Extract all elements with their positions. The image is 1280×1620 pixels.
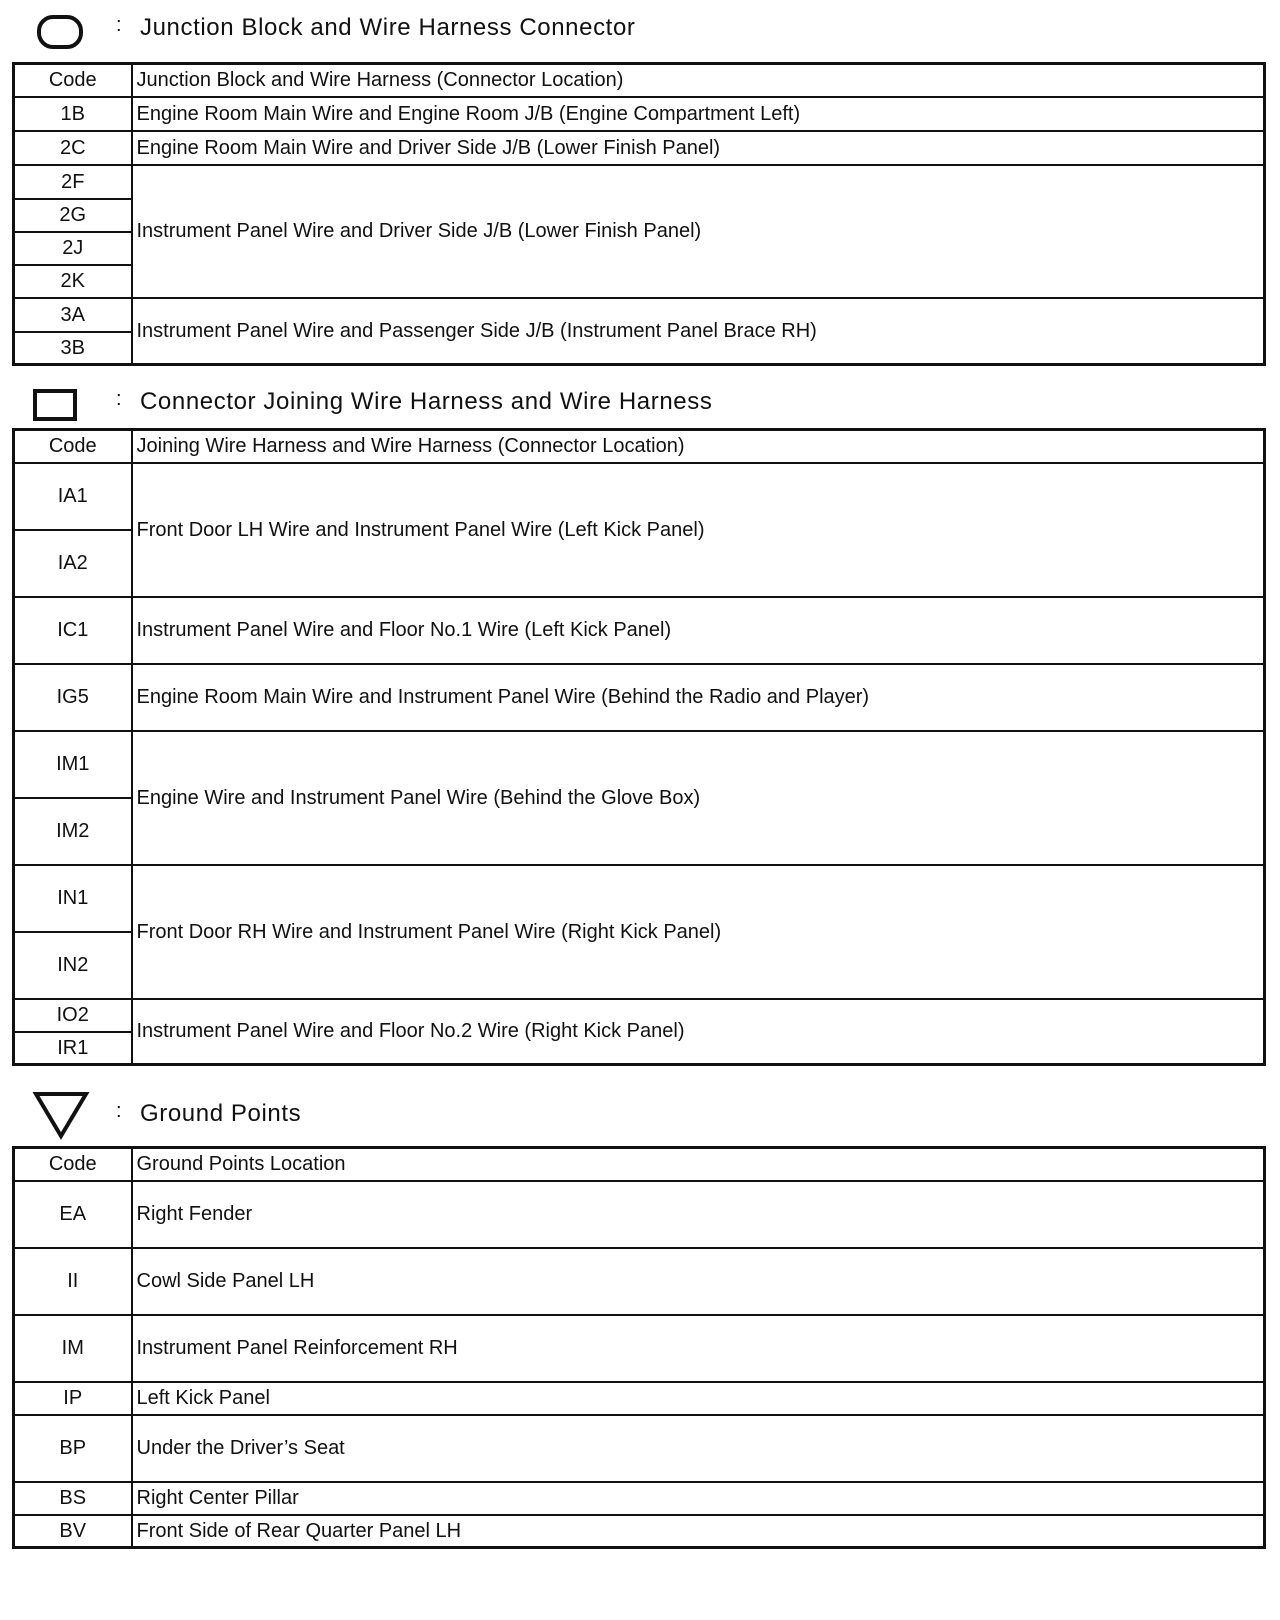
connector-code: BV	[14, 1515, 132, 1548]
connector-code: 1B	[14, 97, 132, 131]
connector-location: Cowl Side Panel LH	[132, 1248, 1265, 1315]
connector-code: IN2	[14, 932, 132, 999]
connector-code: EA	[14, 1181, 132, 1248]
square-symbol-icon	[32, 388, 80, 422]
connector-location: Engine Room Main Wire and Engine Room J/B (Engine Compartment Left)	[132, 97, 1265, 131]
connector-code: IN1	[14, 865, 132, 932]
connector-location: Front Door RH Wire and Instrument Panel Wire (Right Kick Panel)	[132, 865, 1265, 999]
table-row	[14, 97, 1265, 131]
connector-code: IA2	[14, 530, 132, 597]
connector-location: Instrument Panel Wire and Driver Side J/B (Lower Finish Panel)	[132, 165, 1265, 298]
connector-location: Engine Wire and Instrument Panel Wire (Behind the Glove Box)	[132, 731, 1265, 865]
table-row	[14, 999, 1265, 1032]
colon: :	[116, 14, 122, 36]
table-header-row	[14, 1148, 1265, 1181]
table-row	[14, 865, 1265, 932]
table-header-row	[14, 64, 1265, 97]
connector-code: 2J	[14, 232, 132, 265]
connector-code: 2C	[14, 131, 132, 165]
table-row	[14, 664, 1265, 731]
table-row	[14, 1482, 1265, 1515]
code-column-header: Code	[14, 1148, 132, 1181]
location-column-header: Ground Points Location	[132, 1148, 1265, 1181]
connector-code: IM	[14, 1315, 132, 1382]
connector-location: Front Side of Rear Quarter Panel LH	[132, 1515, 1265, 1548]
connector-code: BS	[14, 1482, 132, 1515]
table-row	[14, 463, 1265, 530]
table-row	[14, 1382, 1265, 1415]
connector-code: II	[14, 1248, 132, 1315]
connector-code: IR1	[14, 1032, 132, 1065]
connector-code: IM2	[14, 798, 132, 865]
connector-location: Right Center Pillar	[132, 1482, 1265, 1515]
connector-location: Front Door LH Wire and Instrument Panel Wire (Left Kick Panel)	[132, 463, 1265, 597]
connector-location: Instrument Panel Wire and Floor No.1 Wire (Left Kick Panel)	[132, 597, 1265, 664]
table-row	[14, 1515, 1265, 1548]
connector-code: IP	[14, 1382, 132, 1415]
table-row	[14, 1181, 1265, 1248]
down-triangle-symbol-icon	[32, 1090, 90, 1140]
ground-points-table	[12, 1146, 1266, 1549]
joining-connector-table	[12, 428, 1266, 1066]
connector-location: Instrument Panel Reinforcement RH	[132, 1315, 1265, 1382]
connector-code: IA1	[14, 463, 132, 530]
connector-code: 2K	[14, 265, 132, 298]
table-row	[14, 1415, 1265, 1482]
table-row	[14, 298, 1265, 332]
location-column-header: Joining Wire Harness and Wire Harness (Connector Location)	[132, 430, 1265, 463]
connector-location: Right Fender	[132, 1181, 1265, 1248]
connector-location: Instrument Panel Wire and Passenger Side J/B (Instrument Panel Brace RH)	[132, 298, 1265, 365]
table-row	[14, 131, 1265, 165]
section-title: Connector Joining Wire Harness and Wire Harness	[140, 388, 713, 415]
connector-location: Engine Room Main Wire and Driver Side J/B (Lower Finish Panel)	[132, 131, 1265, 165]
code-column-header: Code	[14, 64, 132, 97]
connector-code: IC1	[14, 597, 132, 664]
connector-code: IG5	[14, 664, 132, 731]
table-row	[14, 165, 1265, 199]
table-row	[14, 731, 1265, 798]
table-row	[14, 597, 1265, 664]
section-title: Ground Points	[140, 1100, 302, 1127]
connector-code: 3B	[14, 332, 132, 365]
junction-block-table	[12, 62, 1266, 366]
connector-code: 2G	[14, 199, 132, 232]
connector-location: Instrument Panel Wire and Floor No.2 Wire (Right Kick Panel)	[132, 999, 1265, 1065]
ground-section-heading	[0, 1090, 1280, 1150]
connector-code: IM1	[14, 731, 132, 798]
connector-location: Left Kick Panel	[132, 1382, 1265, 1415]
colon: :	[116, 1100, 122, 1122]
table-row	[14, 1248, 1265, 1315]
table-row	[14, 1315, 1265, 1382]
connector-location: Engine Room Main Wire and Instrument Panel Wire (Behind the Radio and Player)	[132, 664, 1265, 731]
section-title: Junction Block and Wire Harness Connector	[140, 14, 636, 41]
connector-location: Under the Driver’s Seat	[132, 1415, 1265, 1482]
connector-code: BP	[14, 1415, 132, 1482]
connector-code: 2F	[14, 165, 132, 199]
connector-code: IO2	[14, 999, 132, 1032]
code-column-header: Code	[14, 430, 132, 463]
colon: :	[116, 388, 122, 410]
table-header-row	[14, 430, 1265, 463]
rounded-oval-symbol-icon	[36, 14, 84, 50]
junction-section-heading	[0, 4, 1280, 64]
location-column-header: Junction Block and Wire Harness (Connector Location)	[132, 64, 1265, 97]
connector-code: 3A	[14, 298, 132, 332]
